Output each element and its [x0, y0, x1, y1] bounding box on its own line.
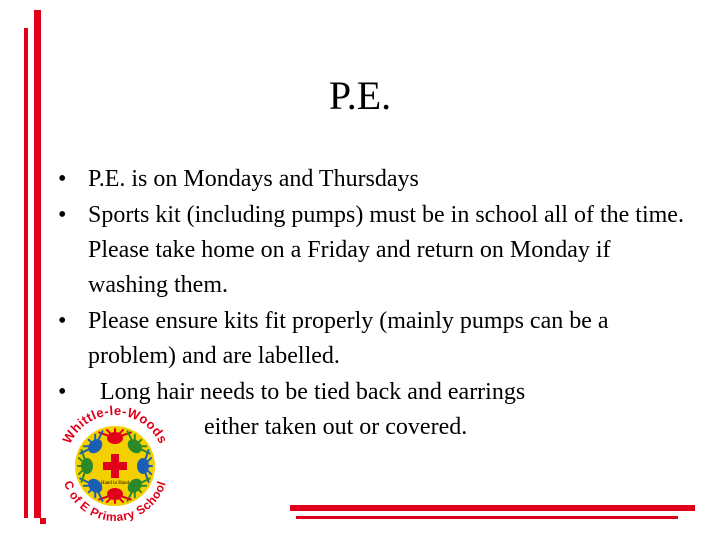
school-logo [52, 396, 178, 532]
logo-top-text: Whittle-le-Woods [59, 402, 171, 447]
red-square-accent [40, 518, 46, 524]
red-vertical-bar-thick [34, 10, 41, 518]
slide-title: P.E. [328, 73, 392, 118]
bullet-dot: • [58, 308, 67, 334]
bullet-text: P.E. is on Mondays and Thursdays [88, 166, 419, 192]
logo-center-text: Hand in Hand [100, 481, 130, 486]
bullet-text: Sports kit (including pumps) must be in school all of the time. Please take home on a Friday and return on Monday if washing them. [88, 202, 684, 298]
bullet-dot: • [58, 379, 67, 405]
bullet-item [56, 198, 686, 303]
red-horizontal-bar-thick [290, 505, 695, 511]
bullet-item [56, 162, 686, 197]
bullet-dot: • [58, 202, 67, 228]
bullet-dot: • [58, 166, 67, 192]
bullet-text: Please ensure kits fit properly (mainly pumps can be a problem) and are labelled. [88, 308, 609, 369]
bullet-item [56, 304, 686, 374]
bullet-text-line1: Long hair needs to be tied back and earrings [100, 379, 526, 405]
red-vertical-bar-thin [24, 28, 28, 518]
red-horizontal-bar-thin [296, 516, 678, 519]
bullet-text-line2: either taken out or covered. [204, 414, 468, 440]
logo-bottom-text: C of E Primary School [61, 478, 169, 525]
